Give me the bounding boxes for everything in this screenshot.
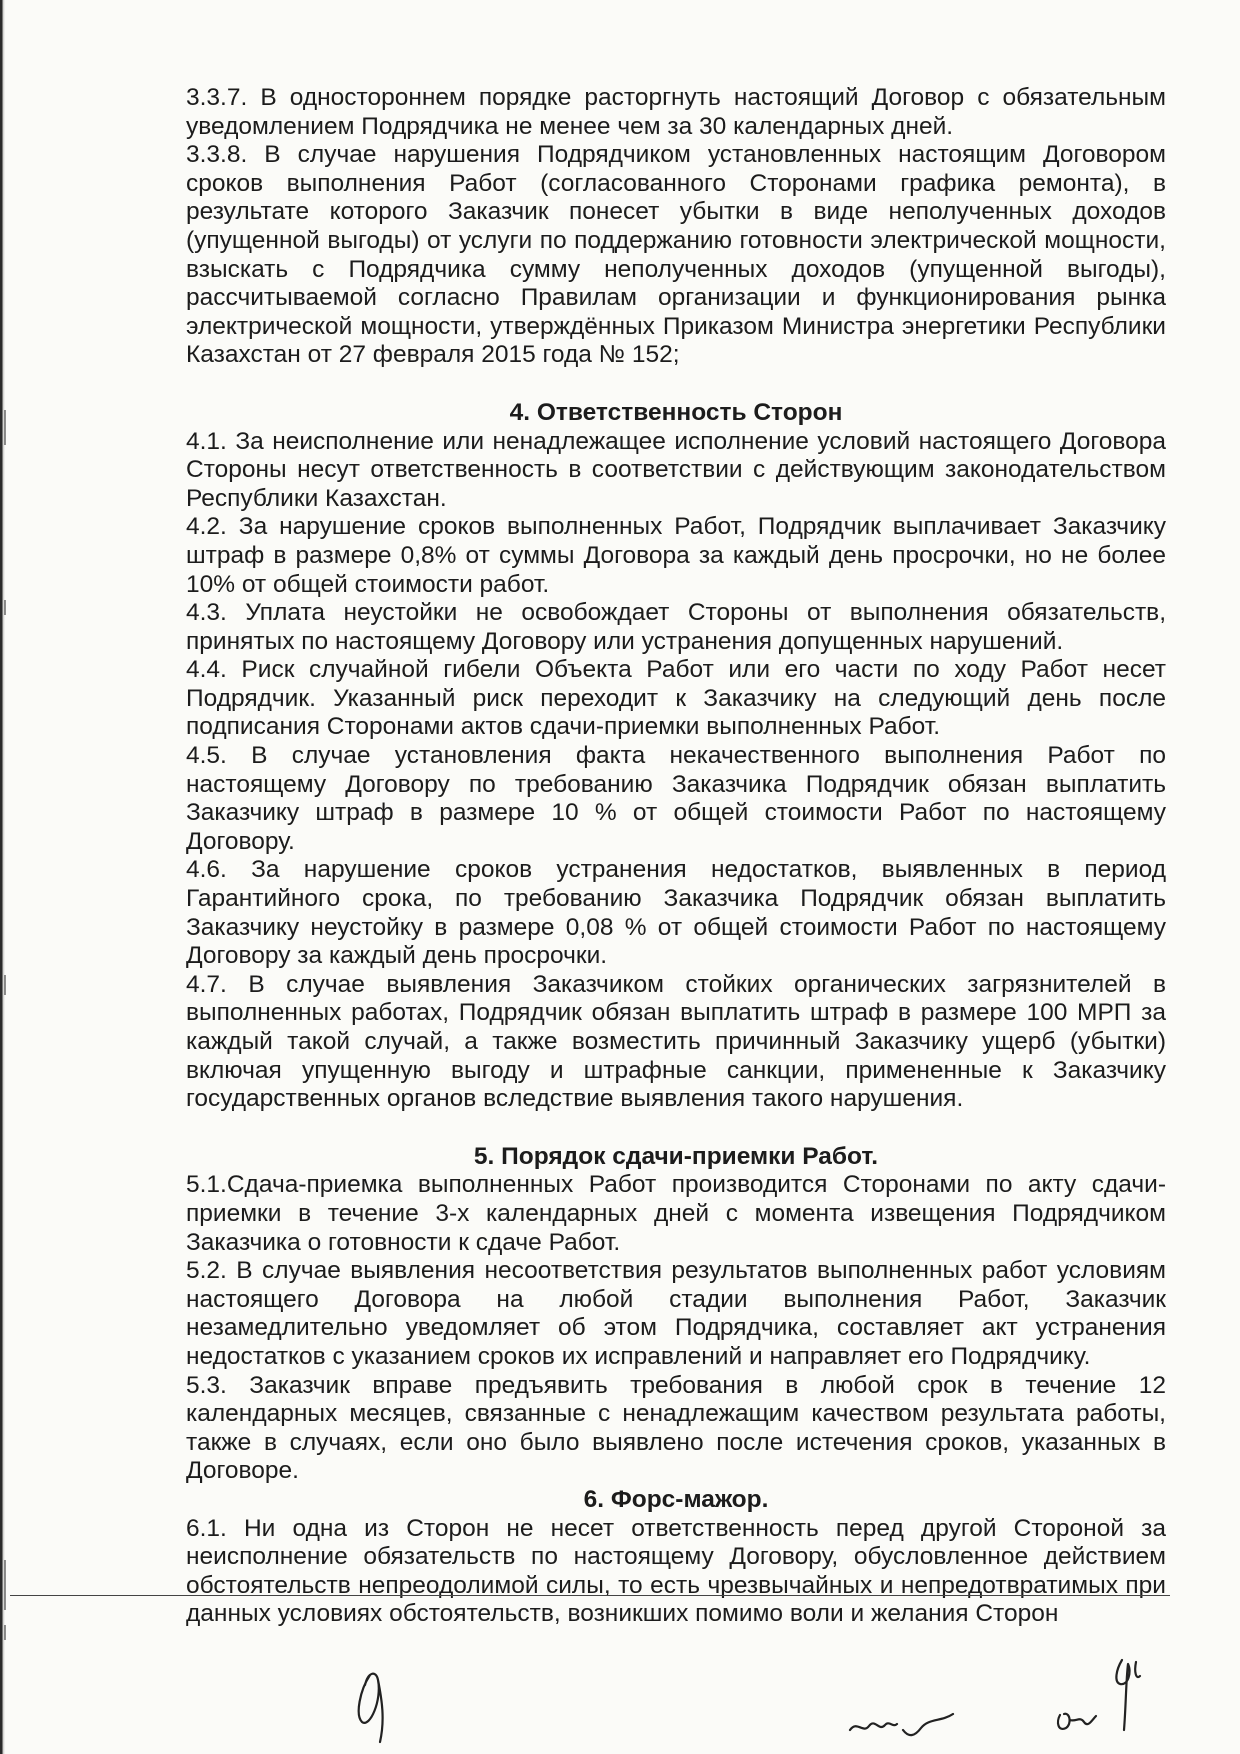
scan-margin-marks bbox=[0, 0, 40, 1754]
clause-5-1: 5.1.Сдача-приемка выполненных Работ производится Сторонами по акту сдачи-приемки в течение 3-х календарных дней с момента извещения Подрядчиком Заказчика о готовности к сдаче Работ. bbox=[186, 1171, 1166, 1256]
page-crop-line bbox=[10, 1595, 1170, 1596]
clause-3-3-8: 3.3.8. В случае нарушения Подрядчиком установленных настоящим Договором сроков выполнения Работ (согласованного Сторонами графика ремонта), в результате которого Заказчик понесет убытки в виде неполученных доходов (упущенной выгоды) от услуги по поддержанию готовности электрической мощности, взыскать с Подрядчика сумму неполученных доходов (упущенной выгоды), рассчитываемой согласно Правилам организации и функционирования рынка электрической мощности, утверждённых Приказом Министра энергетики Республики Казахстан от 27 февраля 2015 года № 152; bbox=[186, 141, 1166, 369]
section-6-heading: 6. Форс-мажор. bbox=[583, 1485, 769, 1513]
signature-left bbox=[340, 1660, 420, 1750]
clause-5-2: 5.2. В случае выявления несоответствия результатов выполненных работ условиям настоящего Договора на любой стадии выполнения Работ, Заказчик незамедлительно уведомляет об этом Подрядчика, составляет акт устранения недостатков с указанием сроков их исправлений и направляет его Подрядчику. bbox=[186, 1257, 1166, 1370]
clause-5-3: 5.3. Заказчик вправе предъявить требования в любой срок в течение 12 календарных месяцев, связанные с ненадлежащим качеством результата работы, также в случаях, если оно было выявлено после истечения сроков, указанных в Договоре. bbox=[186, 1371, 1166, 1485]
signature-right bbox=[1040, 1650, 1160, 1754]
clause-4-7: 4.7. В случае выявления Заказчиком стойких органических загрязнителей в выполненных работах, Подрядчик обязан выплатить штраф в размере 100 МРП за каждый такой случай, а также возместить причинный Заказчику ущерб (убытки) включая упущенную выгоду и штрафные санкции, примененные к Заказчику государственных органов вследствие выявления такого нарушения. bbox=[186, 970, 1166, 1113]
clause-4-6: 4.6. За нарушение сроков устранения недостатков, выявленных в период Гарантийного срока, по требованию Заказчика Подрядчик обязан выплатить Заказчику неустойку в размере 0,08 % от общей стоимости Работ по настоящему Договору за каждый день просрочки. bbox=[186, 856, 1166, 970]
document-body bbox=[186, 84, 1166, 1629]
clause-4-1: 4.1. За неисполнение или ненадлежащее исполнение условий настоящего Договора Стороны несут ответственность в соответствии с действующим законодательством Республики Казахстан. bbox=[186, 427, 1166, 512]
clause-4-4: 4.4. Риск случайной гибели Объекта Работ или его части по ходу Работ несет Подрядчик. Указанный риск переходит к Заказчику на следующий день после подписания Сторонами актов сдачи-приемки выполненных Работ. bbox=[186, 656, 1166, 741]
section-4-heading: 4. Ответственность Сторон bbox=[509, 398, 843, 426]
clause-4-3: 4.3. Уплата неустойки не освобождает Стороны от выполнения обязательств, принятых по настоящему Договору или устранения допущенных нарушений. bbox=[186, 599, 1166, 655]
clause-6-1: 6.1. Ни одна из Сторон не несет ответственность перед другой Стороной за неисполнение обязательств по настоящему Договору, обусловленное действием обстоятельств непреодолимой силы, то есть чрезвычайных и непредотвратимых при данных условиях обстоятельств, возникших помимо воли и желания Сторон bbox=[186, 1514, 1166, 1628]
section-5-heading: 5. Порядок сдачи-приемки Работ. bbox=[473, 1142, 879, 1170]
signature-center bbox=[845, 1700, 965, 1750]
clause-4-2: 4.2. За нарушение сроков выполненных Работ, Подрядчик выплачивает Заказчику штраф в размере 0,8% от суммы Договора за каждый день просрочки, но не более 10% от общей стоимости работ. bbox=[186, 513, 1166, 598]
clause-3-3-7: 3.3.7. В одностороннем порядке расторгнуть настоящий Договор с обязательным уведомлением Подрядчика не менее чем за 30 календарных дней. bbox=[186, 84, 1166, 140]
clause-4-5: 4.5. В случае установления факта некачественного выполнения Работ по настоящему Договору по требованию Заказчика Подрядчик обязан выплатить Заказчику штраф в размере 10 % от общей стоимости Работ по настоящему Договору. bbox=[186, 742, 1166, 855]
